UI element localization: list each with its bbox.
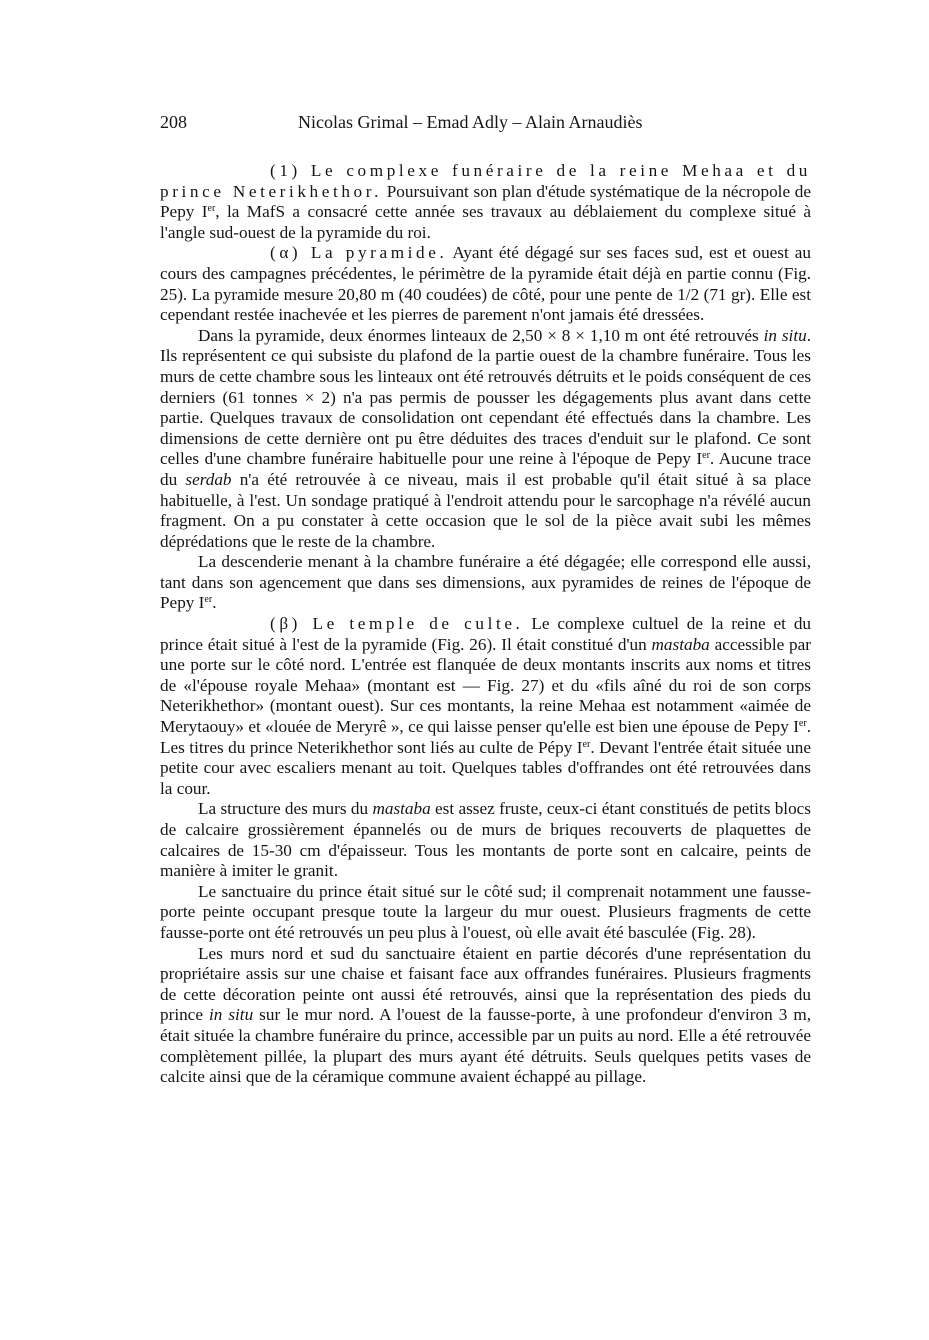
text-run: . [212,593,217,613]
paragraph-descenderie [160,552,811,614]
italic-term: mastaba [651,634,710,654]
superscript: er [207,203,216,215]
text-run: sur le mur nord. A l'ouest de la fausse-porte, à une profondeur d'environ 3 m, était située la chambre funéraire du prince, accessible par un puits au nord. Elle a été retrouvée complètement pillée, la plupart des murs ayant été détruits. Seuls quelques petits vases de calcite ainsi que de la céramique commune avaient échappé au pillage. [160,1005,811,1087]
section-heading: (α) La pyramide. [270,243,448,263]
text-run: accessible par une porte sur le côté nord. L'entrée est flanquée de deux montants inscrits aux noms et titres de «l'épouse royale Mehaa» (montant est — Fig. 27) et du «fils aîné du roi de son corps Neterikhethor» (montant ouest). Sur ces montants, la reine Mehaa est notamment «aimée de Merytaouy» et «louée de Meryrê », ce qui laisse penser qu'elle est bien une épouse de Pepy I [160,634,811,737]
paragraph-complexe-funeraire [160,161,811,243]
page-header [160,110,811,134]
page-number: 208 [160,112,187,132]
text-run: n'a été retrouvée à ce niveau, mais il est probable qu'il était situé à sa place habituelle, à l'est. Un sondage pratiqué à l'endroit attendu pour le sarcophage n'a révélé aucun fragment. On a pu constater à cette occasion que le sol de la pièce avait subi les mêmes déprédations que le reste de la chambre. [160,469,811,551]
text-run: Poursuivant son plan d'étude systématique de la nécropole de Pepy I [160,181,811,222]
paragraph-murs [160,944,811,1088]
text-run: . Aucune trace du [160,449,811,489]
running-head: Nicolas Grimal – Emad Adly – Alain Arnaudiès [298,112,643,132]
text-run: Les murs nord et sud du sanctuaire étaient en partie décorés d'une représentation du propriétaire assis sur une chaise et faisant face aux offrandes funéraires. Plusieurs fragments de cette décoration peinte ont aussi été retrouvés, ainsi que la représentation des pieds du prince [160,943,811,1025]
section-heading: (1) Le complexe funéraire de la reine Mehaa et du prince Neterikhethor. [160,161,811,201]
section-heading: (β) Le temple de culte. [270,614,524,634]
text-run: Le complexe cultuel de la reine et du prince était situé à l'est de la pyramide (Fig. 26). Il était constitué d'un [160,614,812,654]
paragraph-pyramide [160,243,811,325]
text-run: Ayant été dégagé sur ses faces sud, est et ouest au cours des campagnes précédentes, le périmètre de la pyramide était déjà en partie connu (Fig. 25). La pyramide mesure 20,80 m (40 coudées) de côté, pour une pente de 1/2 (71 gr). Elle est cependant restée inachevée et les pierres de parement n'ont jamais été dressées. [160,243,811,325]
text-run: . Ils représentent ce qui subsiste du plafond de la partie ouest de la chambre funéraire. Tous les murs de cette chambre sous les linteaux ont été retrouvés détruits et le poids conséquent de ces derniers (61 tonnes × 2) n'a pas permis de pousser les dégagements plus avant dans cette partie. Quelques travaux de consolidation ont cependant été effectués dans la chambre. Les dimensions de cette dernière ont pu être déduites des traces d'enduit sur le plafond. Ce sont celles d'une chambre funéraire habituelle pour une reine à l'époque de Pepy I [160,325,812,469]
text-run: La descenderie menant à la chambre funéraire a été dégagée; elle correspond elle aussi, tant dans son agencement que dans ses dimensions, aux pyramides de reines de l'époque de Pepy I [160,552,811,613]
paragraph-sanctuaire [160,882,811,944]
superscript: er [702,450,710,462]
italic-term: mastaba [372,799,431,819]
text-run: . Devant l'entrée était située une petite cour avec escaliers menant au toit. Quelques tables d'offrandes ont été retrouvées dans la cour. [160,737,811,798]
text-run: , la MafS a consacré cette année ses travaux au déblaiement du complexe situé à l'angle sud-ouest de la pyramide du roi. [160,202,811,242]
superscript: er [582,738,591,750]
paragraph-linteaux [160,326,811,553]
superscript: er [798,718,807,730]
text-run: Dans la pyramide, deux énormes linteaux de 2,50 × 8 × 1,10 m ont été retrouvés [198,325,764,345]
text-run: Le sanctuaire du prince était situé sur le côté sud; il comprenait notamment une fausse-porte peinte occupant presque toute la largeur du mur ouest. Plusieurs fragments de cette fausse-porte ont été retrouvés un peu plus à l'ouest, où elle avait été basculée (Fig. 28). [160,881,811,942]
paragraph-structure [160,799,811,881]
italic-term: in situ [208,1005,254,1025]
text-run: est assez fruste, ceux-ci étant constitués de petits blocs de calcaire grossièrement épannelés ou de murs de briques recouverts de plaquettes de calcaires de 15-30 cm d'épaisseur. Tous les montants de porte sont en calcaire, peints de manière à imiter le granit. [160,799,811,881]
text-run: . Les titres du prince Neterikhethor sont liés au culte de Pépy I [160,717,811,757]
italic-term: in situ [763,325,807,345]
italic-term: serdab [185,469,232,489]
superscript: er [204,594,213,606]
paragraph-temple [160,614,811,799]
body-text [160,161,811,1088]
text-run: La structure des murs du [198,799,373,819]
